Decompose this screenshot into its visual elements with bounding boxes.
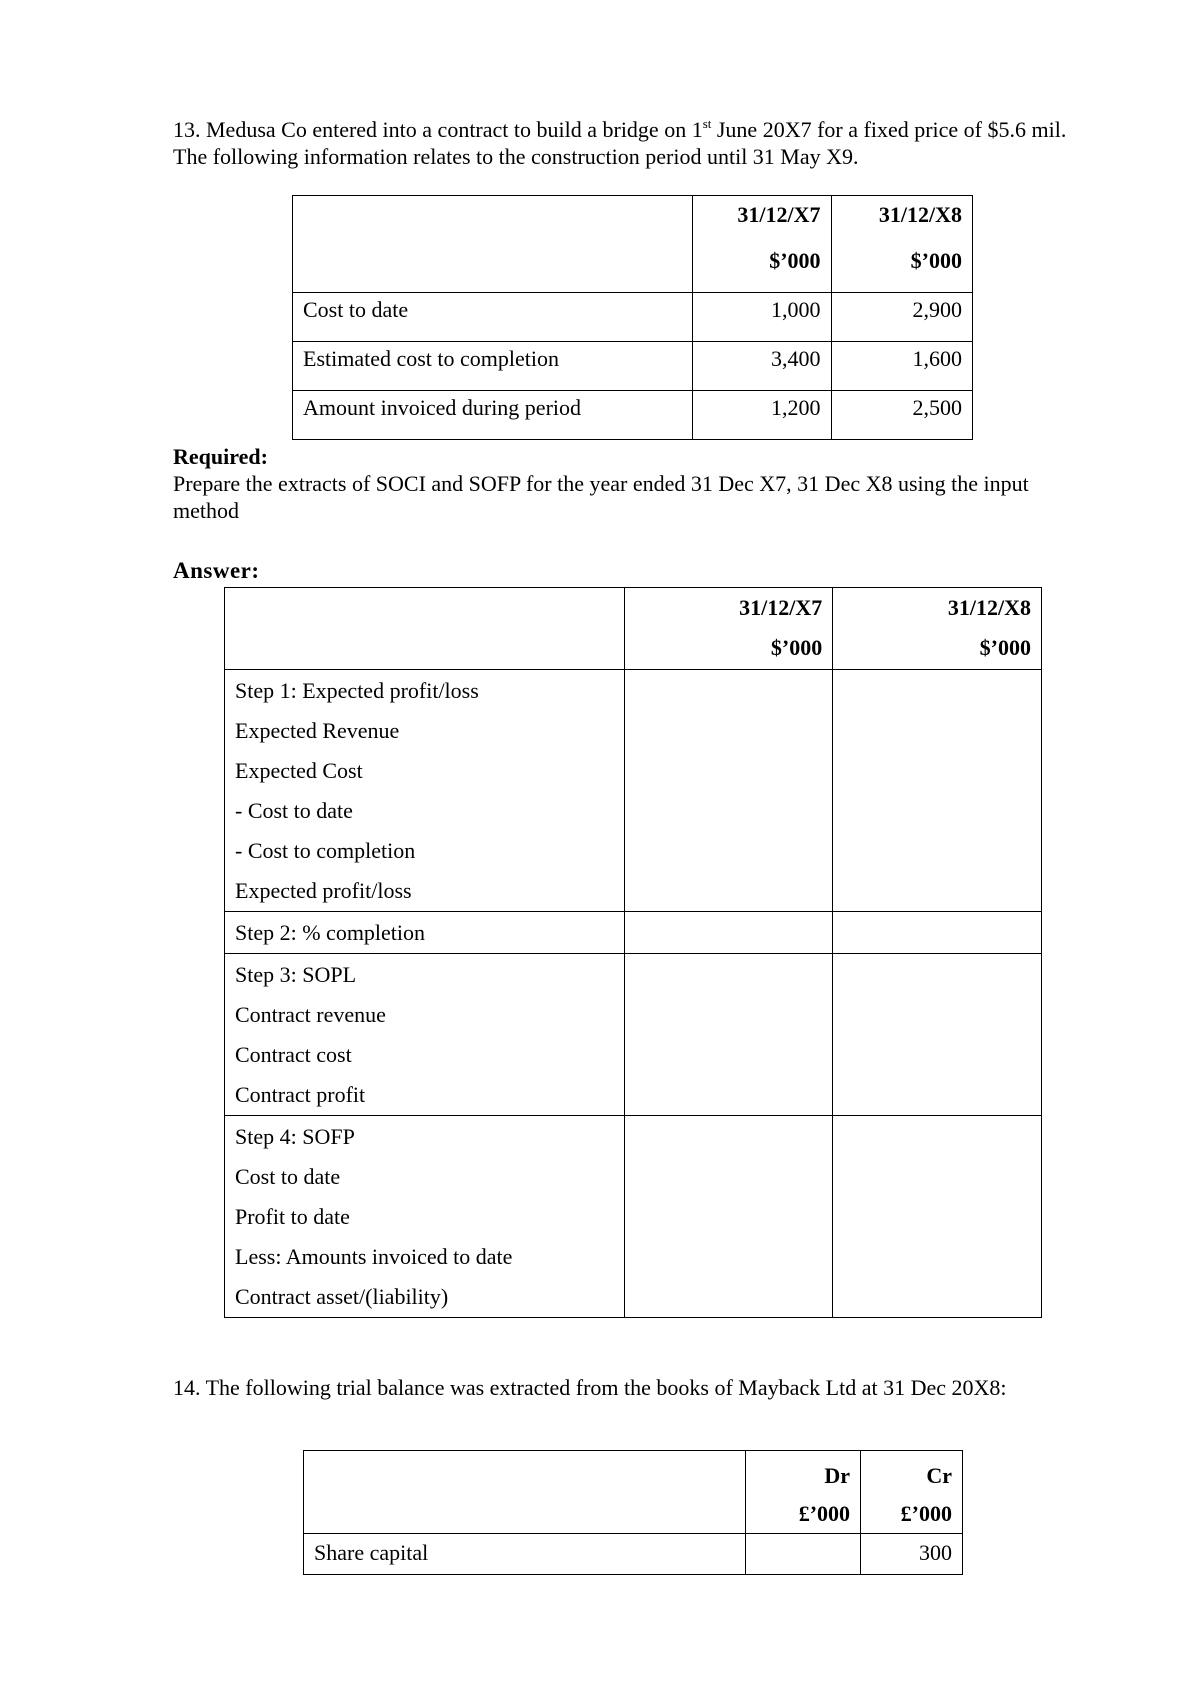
answer-cell-x8[interactable] <box>833 912 1042 954</box>
line-item: Expected Cost <box>235 758 363 783</box>
header-blank-cell <box>293 196 693 293</box>
line-item: Contract asset/(liability) <box>235 1284 449 1309</box>
header-dr-unit: £’000 <box>798 1501 851 1526</box>
question-13-text-start: 13. Medusa Co entered into a contract to build a bridge on 1 <box>173 117 703 142</box>
step-heading: Step 1: Expected profit/loss <box>235 678 479 703</box>
row-value-x7: 3,400 <box>693 342 831 391</box>
line-item: Expected profit/loss <box>235 878 412 903</box>
table-row <box>304 1534 963 1575</box>
step-heading: Step 3: SOPL <box>235 962 357 987</box>
line-item: Contract revenue <box>235 1002 386 1027</box>
header-cr-title: Cr <box>926 1463 952 1488</box>
line-item: Profit to date <box>235 1204 350 1229</box>
row-label: Share capital <box>304 1534 746 1575</box>
answer-cell-x7[interactable] <box>625 670 833 912</box>
answer-cell-x7[interactable] <box>625 954 833 1116</box>
row-value-x7: 1,200 <box>693 391 831 440</box>
line-item: - Cost to completion <box>235 838 416 863</box>
required-heading: Required: <box>173 444 268 469</box>
header-x7 <box>625 588 833 670</box>
header-x8 <box>831 196 972 293</box>
line-item: Contract profit <box>235 1082 366 1107</box>
step-heading: Step 4: SOFP <box>235 1124 355 1149</box>
line-item: - Cost to date <box>235 798 353 823</box>
header-blank-cell <box>225 588 625 670</box>
step-4-labels <box>225 1116 625 1318</box>
row-label: Amount invoiced during period <box>293 391 693 440</box>
table-row <box>293 391 973 440</box>
table-row <box>293 342 973 391</box>
header-dr <box>746 1451 861 1534</box>
line-item: Less: Amounts invoiced to date <box>235 1244 513 1269</box>
answer-cell-x8[interactable] <box>833 1116 1042 1318</box>
step-2-section <box>225 912 1042 954</box>
required-text: Prepare the extracts of SOCI and SOFP for the year ended 31 Dec X7, 31 Dec X8 using the input method <box>173 471 1029 523</box>
step-1-section <box>225 670 1042 912</box>
header-x7-unit: $’000 <box>769 248 821 273</box>
header-x8 <box>833 588 1042 670</box>
table-header-row <box>293 196 973 293</box>
header-cr-unit: £’000 <box>900 1501 952 1526</box>
header-blank-cell <box>304 1451 746 1534</box>
question-13-text-end: June 20X7 for a fixed price of $5.6 mil. The following information relates to the construction period until 31 May X9. <box>173 117 1067 169</box>
row-value-x8: 2,500 <box>831 391 972 440</box>
step-1-labels <box>225 670 625 912</box>
table-row <box>293 293 973 342</box>
header-x7-date: 31/12/X7 <box>737 202 821 227</box>
header-x7-date: 31/12/X7 <box>739 595 823 620</box>
contract-info-table <box>292 195 973 440</box>
ordinal-suffix: st <box>702 116 712 131</box>
answer-cell-x7[interactable] <box>625 1116 833 1318</box>
line-item: Contract cost <box>235 1042 352 1067</box>
header-x7 <box>693 196 831 293</box>
row-label: Cost to date <box>293 293 693 342</box>
answer-cell-x7[interactable] <box>625 912 833 954</box>
row-value-dr <box>746 1534 861 1575</box>
line-item: Cost to date <box>235 1164 341 1189</box>
row-label: Estimated cost to completion <box>293 342 693 391</box>
row-value-x8: 2,900 <box>831 293 972 342</box>
step-3-labels <box>225 954 625 1116</box>
header-x8-date: 31/12/X8 <box>947 595 1031 620</box>
answer-heading: Answer: <box>173 558 260 583</box>
table-header-row <box>304 1451 963 1534</box>
header-dr-title: Dr <box>824 1463 851 1488</box>
question-14-text: 14. The following trial balance was extracted from the books of Mayback Ltd at 31 Dec 20X8: <box>173 1375 1007 1400</box>
header-x8-date: 31/12/X8 <box>878 202 962 227</box>
line-item: Expected Revenue <box>235 718 400 743</box>
row-value-cr: 300 <box>861 1534 963 1575</box>
trial-balance-table <box>303 1450 963 1575</box>
header-x7-unit: $’000 <box>770 635 823 660</box>
required-block <box>173 443 1078 524</box>
step-4-section <box>225 1116 1042 1318</box>
answer-cell-x8[interactable] <box>833 670 1042 912</box>
step-2-labels <box>225 912 625 954</box>
answer-table <box>224 587 1042 1318</box>
step-3-section <box>225 954 1042 1116</box>
table-header-row <box>225 588 1042 670</box>
answer-cell-x8[interactable] <box>833 954 1042 1116</box>
header-x8-unit: $’000 <box>910 248 962 273</box>
row-value-x8: 1,600 <box>831 342 972 391</box>
question-13-text <box>173 116 1078 170</box>
row-value-x7: 1,000 <box>693 293 831 342</box>
step-heading: Step 2: % completion <box>235 920 426 945</box>
header-cr <box>861 1451 963 1534</box>
header-x8-unit: $’000 <box>979 635 1031 660</box>
